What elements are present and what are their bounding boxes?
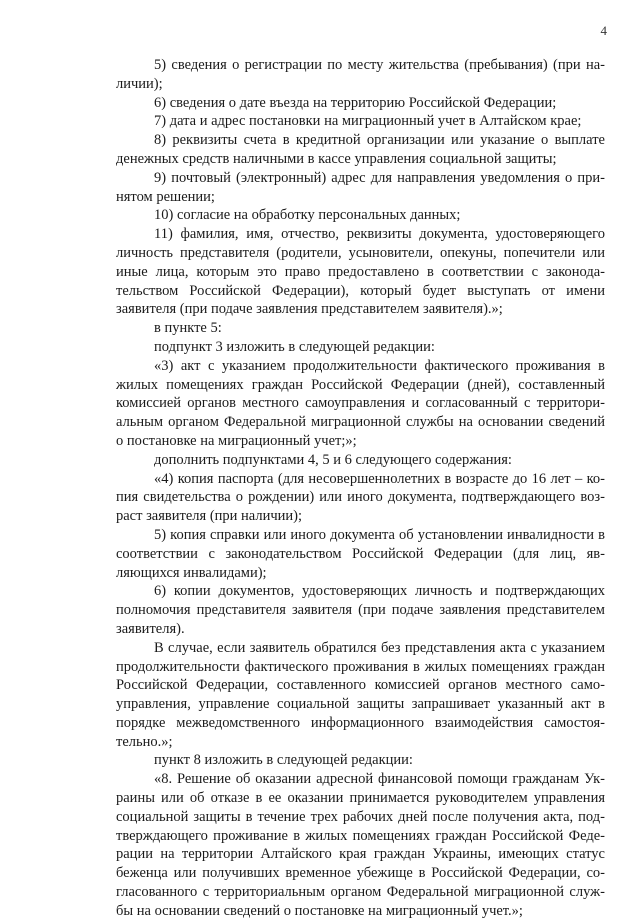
paragraph-interagency-request: В случае, если заявитель обратился без представления акта с указанием продолжительности фактического проживания в жилых помещениях граждан Российской Федерации, составленного комиссией органов местного самоуправления, управление социальной защиты запрашивает указанный акт в порядке межведомственного информационного взаимодействия самостоятельно.»;: [116, 639, 605, 750]
subpoint-3-act: «3) акт с указанием продолжительности фактического проживания в жилых помещениях граждан Российской Федерации (дней), составленный комиссией органов местного самоуправления и согласованный с территориальным органом Федеральной миграционной службы на основании сведений о постановке на миграционный учет;»;: [116, 357, 605, 449]
list-item-9-postal-address: 9) почтовый (электронный) адрес для направления уведомления о принятом решении;: [116, 169, 605, 205]
list-item-6-entry-date: 6) сведения о дате въезда на территорию Российской Федерации;: [154, 94, 557, 111]
document-body: [116, 56, 605, 921]
list-item-7-migration-registration: 7) дата и адрес постановки на миграционный учет в Алтайском крае;: [154, 113, 582, 130]
subpoint-6-representative-documents: 6) копии документов, удостоверяющих личность и подтверждающих полномочия представителя заявителя (при подаче заявления представителем заявителя).: [116, 583, 605, 637]
list-item-8-bank-details: 8) реквизиты счета в кредитной организации или указание о выплате денежных средств наличными в кассе управления социальной защиты;: [116, 132, 605, 167]
clause-point-5-intro: в пункте 5:: [154, 320, 222, 337]
list-item-11-representative: 11) фамилия, имя, отчество, реквизиты документа, удостоверяющего личность представителя (родители, усыновители, опекуны, попечители или иные лица, которым это право предоставлено в соответствии с законодательством Российской Федерации), который будет выступать от имени заявителя (при подаче заявления представителем заявителя).»;: [116, 226, 605, 318]
clause-add-subpoints-intro: дополнить подпунктами 4, 5 и 6 следующего содержания:: [154, 451, 512, 468]
clause-point-8-intro: пункт 8 изложить в следующей редакции:: [154, 752, 413, 769]
subpoint-4-passport-copy: «4) копия паспорта (для несовершеннолетних в возрасте до 16 лет – копия свидетельства о рождении) или иного документа, подтверждающего возраст заявителя (при наличии);: [116, 470, 605, 525]
clause-subpoint-3-intro: подпункт 3 изложить в следующей редакции:: [154, 338, 435, 355]
list-item-10-consent: 10) согласие на обработку персональных данных;: [154, 207, 461, 224]
list-item-5-registration: 5) сведения о регистрации по месту жительства (пребывания) (при наличии);: [116, 57, 605, 92]
point-8-decision: «8. Решение об оказании адресной финансовой помощи гражданам Украины или об отказе в ее оказании принимается руководителем управления социальной защиты в течение трех рабочих дней после получения акта, подтверждающего проживание в жилых помещениях граждан Российской Федерации на территории Алтайского края граждан Украины, имеющих статус беженца или получивших временное убежище в Российской Федерации, согласованного с территориальным органом Федеральной миграционной службы на основании сведений о постановке на миграционный учет.»;: [116, 771, 605, 919]
page-number: 4: [600, 23, 607, 38]
subpoint-5-disability-certificate: 5) копия справки или иного документа об установлении инвалидности в соответствии с законодательством Российской Федерации (для лиц, являющихся инвалидами);: [116, 526, 605, 581]
